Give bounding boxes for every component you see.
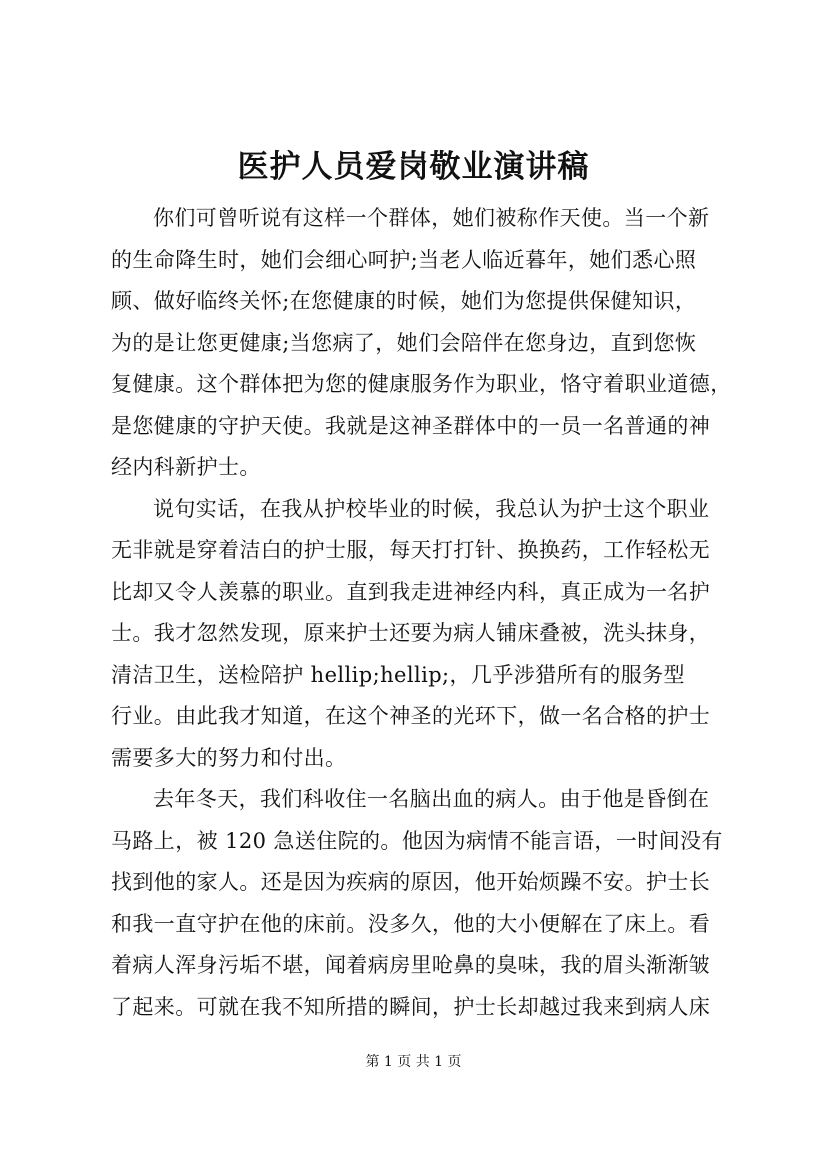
text-line: 说句实话，在我从护校毕业的时候，我总认为护士这个职业 xyxy=(153,496,710,521)
text-line: 比却又令人羡慕的职业。直到我走进神经内科，真正成为一名护 xyxy=(111,579,711,604)
text-line: 去年冬天，我们科收住一名脑出血的病人。由于他是昏倒在 xyxy=(153,787,710,811)
text-line: 着病人浑身污垢不堪，闻着病房里呛鼻的臭味，我的眉头渐渐皱 xyxy=(111,953,711,977)
text-line: 无非就是穿着洁白的护士服，每天打打针、换换药，工作轻松无 xyxy=(111,538,711,562)
text-line: 士。我才忽然发现，原来护士还要为病人铺床叠被，洗头抹身， xyxy=(111,621,711,645)
text-line: 了起来。可就在我不知所措的瞬间，护士长却越过我来到病人床 xyxy=(111,994,711,1019)
text-line: 需要多大的努力和付出。 xyxy=(111,745,347,770)
text-line: 是您健康的守护天使。我就是这神圣群体中的一员一名普通的神 xyxy=(111,413,711,438)
text-line: 行业。由此我才知道，在这个神圣的光环下，做一名合格的护士 xyxy=(111,704,711,728)
text-line: 经内科新护士。 xyxy=(111,455,261,479)
text-line: 找到他的家人。还是因为疾病的原因，他开始烦躁不安。护士长 xyxy=(111,870,711,894)
page-number-footer: 第 1 页 共 1 页 xyxy=(365,1054,462,1070)
text-line: 马路上，被 120 急送住院的。他因为病情不能言语，一时间没有 xyxy=(111,828,723,853)
text-line: 的生命降生时，她们会细心呵护;当老人临近暮年，她们悉心照 xyxy=(111,247,697,272)
text-line: 清洁卫生，送检陪护 hellip;hellip;，几乎涉猎所有的服务型 xyxy=(111,662,685,687)
paragraph xyxy=(111,779,723,1028)
paragraph xyxy=(111,489,717,780)
document-body xyxy=(111,198,732,1028)
paragraph xyxy=(111,198,732,489)
text-line: 和我一直守护在他的床前。没多久，他的大小便解在了床上。看 xyxy=(111,911,711,936)
text-line: 为的是让您更健康;当您病了，她们会陪伴在您身边，直到您恢 xyxy=(111,330,697,355)
text-line: 复健康。这个群体把为您的健康服务作为职业，恪守着职业道德， xyxy=(111,372,732,396)
text-line: 你们可曾听说有这样一个群体，她们被称作天使。当一个新 xyxy=(153,206,710,230)
document-title: 医护人员爱岗敬业演讲稿 xyxy=(237,149,590,185)
text-line: 顾、做好临终关怀;在您健康的时候，她们为您提供保健知识， xyxy=(111,289,697,313)
